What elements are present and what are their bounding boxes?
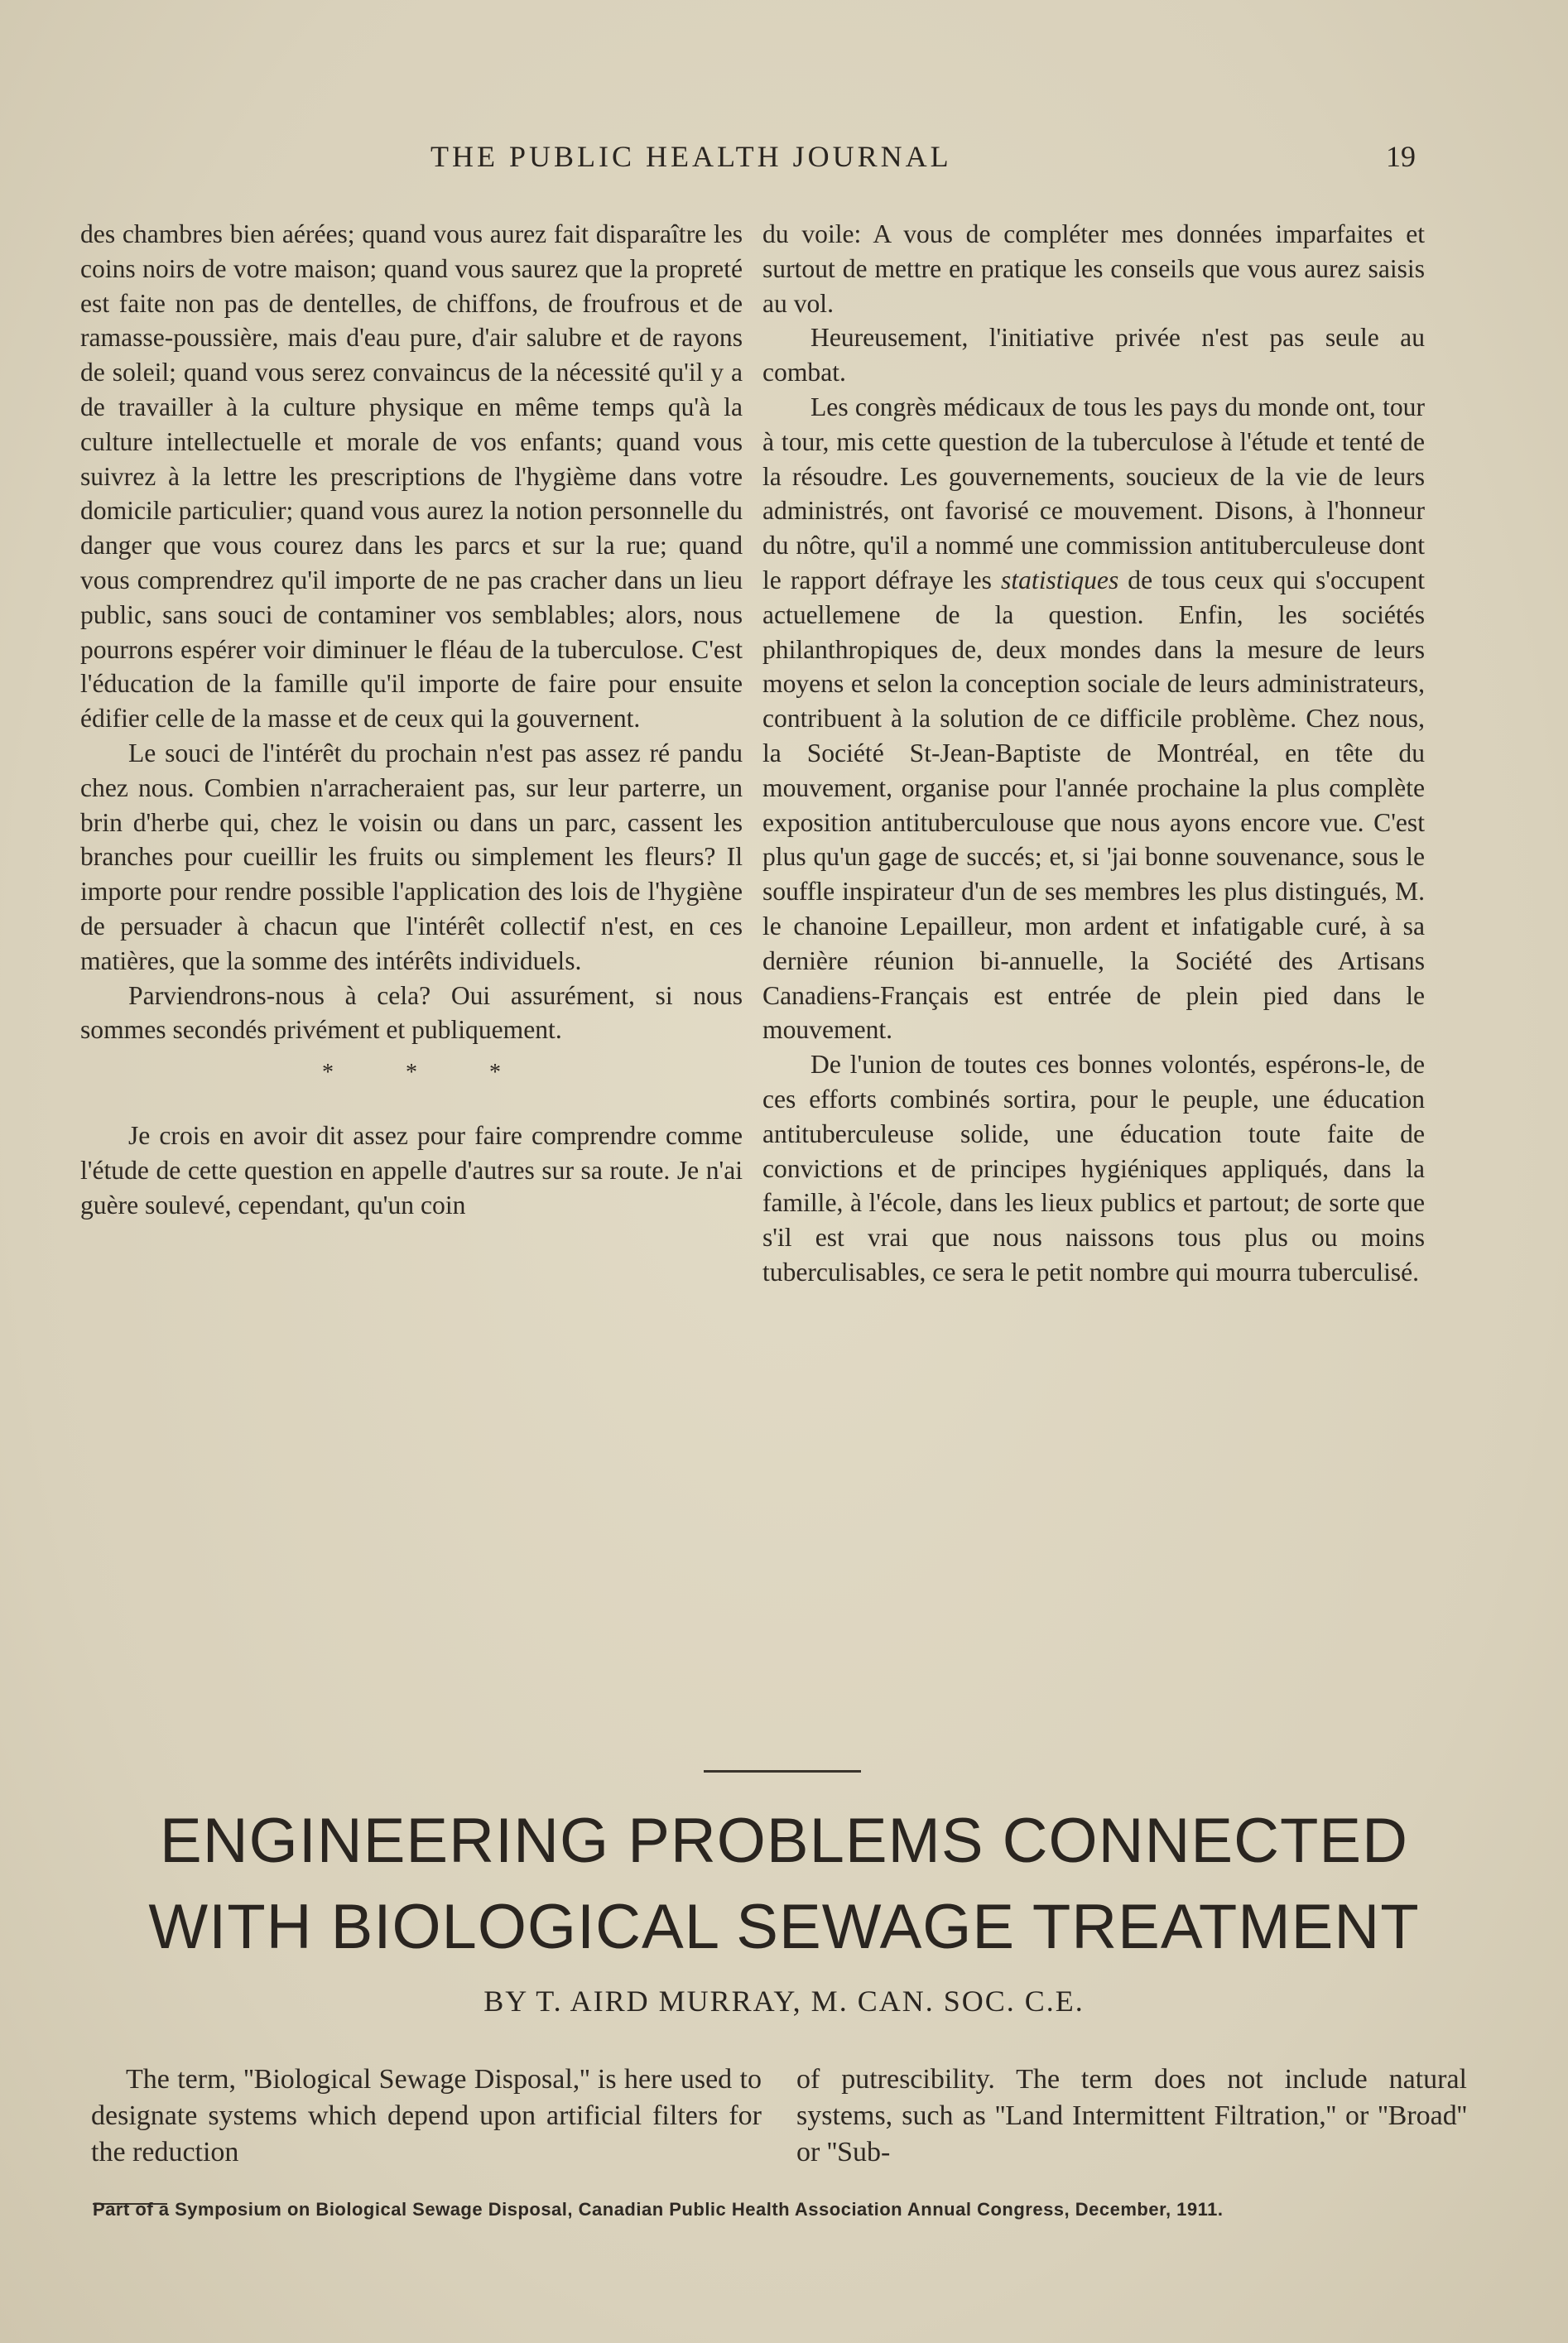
article-title-line: WITH BIOLOGICAL SEWAGE TREATMENT — [148, 1892, 1420, 1962]
article-byline: BY T. AIRD MURRAY, M. CAN. SOC. C.E. — [483, 1985, 1085, 2018]
paragraph-text: Les congrès médicaux de tous les pays du monde ont, tour à tour, mis cette question de la tuberculose à l'étude et tenté de la résoudre. Les gouvernements, soucieux de la vie de leurs administrés, ont favorisé ce mouvement. Disons, à l'honneur du nôtre, qu'il a nommé une commission antituberculeuse dont le rapport défraye les — [762, 392, 1425, 594]
paragraph: of putrescibility. The term does not include natural systems, such as ''Land Intermittent Filtration,'' or ''Broad'' or ''Sub- — [796, 2064, 1467, 2167]
footnote: Part of a Symposium on Biological Sewage Disposal, Canadian Public Health Association Annual Congress, December, 1911. — [93, 2199, 1224, 2220]
paragraph-text: de tous ceux qui s'occupent actuellemene de la question. Enfin, les sociétés philanthropiques de, deux mondes dans la mesure de leurs moyens et selon la conception sociale de leurs administrateurs, contribuent à la solution de ce difficile problème. Chez nous, la Société St-Jean-Baptiste de Montréal, en tête du mouvement, organise pour l'année prochaine la plus complète exposition antituberculouse que nous ayons encore vue. C'est plus qu'un gage de succés; et, si 'jai bonne souvenance, sous le souffle inspirateur d'un de ses membres les plus distingués, M. le chanoine Lepailleur, mon ardent et infatigable curé, à sa dernière réunion bi-annuelle, la Société des Artisans Canadiens-Français est entrée de plein pied dans le mouvement. — [762, 565, 1426, 1045]
page-number: 19 — [1386, 140, 1416, 173]
running-title: THE PUBLIC HEALTH JOURNAL — [430, 140, 952, 173]
article-title — [50, 1798, 1518, 1970]
right-column — [762, 217, 1425, 1290]
italic-term: statistiques — [1001, 565, 1119, 594]
paragraph: Heureusement, l'initiative privée n'est pas seule au combat. — [762, 323, 1425, 387]
paragraph: Le souci de l'intérêt du prochain n'est pas assez ré pandu chez nous. Combien n'arracheraient pas, sur leur parterre, un brin d'herbe qui, chez le voisin ou dans un parc, cassent les branches pour cueillir les fruits ou simplement les fleurs? Il importe pour rendre possible l'application des lois de l'hygiène de persuader à chacun que l'intérêt collectif n'est, en ces matières, que la somme des intérêts individuels. — [80, 738, 743, 975]
page-header — [91, 139, 1416, 180]
paragraph: De l'union de toutes ces bonnes volontés, espérons-le, de ces efforts combinés sortira, pour le peuple, une éducation antituberculeuse solide, une éducation toute faite de convictions et de principes hygiéniques appliqués, dans la famille, à l'école, dans les lieux publics et partout; de sorte que s'il est vrai que nous naissons tous plus ou moins tuberculisables, ce sera le petit nombre qui mourra tuberculisé. — [762, 1050, 1425, 1287]
paragraph — [762, 390, 1425, 1047]
paragraph: des chambres bien aérées; quand vous aurez fait disparaître les coins noirs de votre maison; quand vous saurez que la propreté est faite non pas de dentelles, de chiffons, de froufrous et de ramasse-poussière, mais d'eau pure, d'air salubre et de rayons de soleil; quand vous serez convaincus de la nécessité qu'il y a de travailler à la culture physique en même temps qu'à la culture intellectuelle et morale de vos enfants; quand vous suivrez à la lettre les prescriptions de l'hygième dans votre domicile particulier; quand vous aurez la notion personnelle du danger que vous courez dans les parcs et sur la rue; quand vous comprendrez qu'il importe de ne pas cracher dans un lieu public, sans souci de contaminer vos semblables; alors, nous pourrons espérer voir diminuer le fléau de la tuberculose. C'est l'éducation de la famille qu'il importe de faire pour ensuite édifier celle de la masse et de ceux qui la gouvernent. — [80, 219, 743, 734]
article-body-right — [796, 2062, 1467, 2171]
paragraph: Parviendrons-nous à cela? Oui assurément, si nous sommes secondés privément et publiquement. — [80, 980, 743, 1045]
section-divider — [704, 1770, 861, 1773]
article-body-left — [91, 2062, 762, 2171]
paragraph: Je crois en avoir dit assez pour faire comprendre comme l'étude de cette question en appelle d'autres sur sa route. Je n'ai guère soulevé, cependant, qu'un coin — [80, 1120, 743, 1220]
paragraph: du voile: A vous de compléter mes données imparfaites et surtout de mettre en pratique les conseils que vous aurez saisis au vol. — [762, 219, 1425, 318]
left-column — [80, 217, 743, 1222]
article-title-line: ENGINEERING PROBLEMS CONNECTED — [160, 1806, 1408, 1876]
section-break: * * * — [322, 1060, 534, 1086]
paragraph: The term, ''Biological Sewage Disposal,'' is here used to designate systems which depend upon artificial filters for the reduction — [91, 2064, 762, 2167]
